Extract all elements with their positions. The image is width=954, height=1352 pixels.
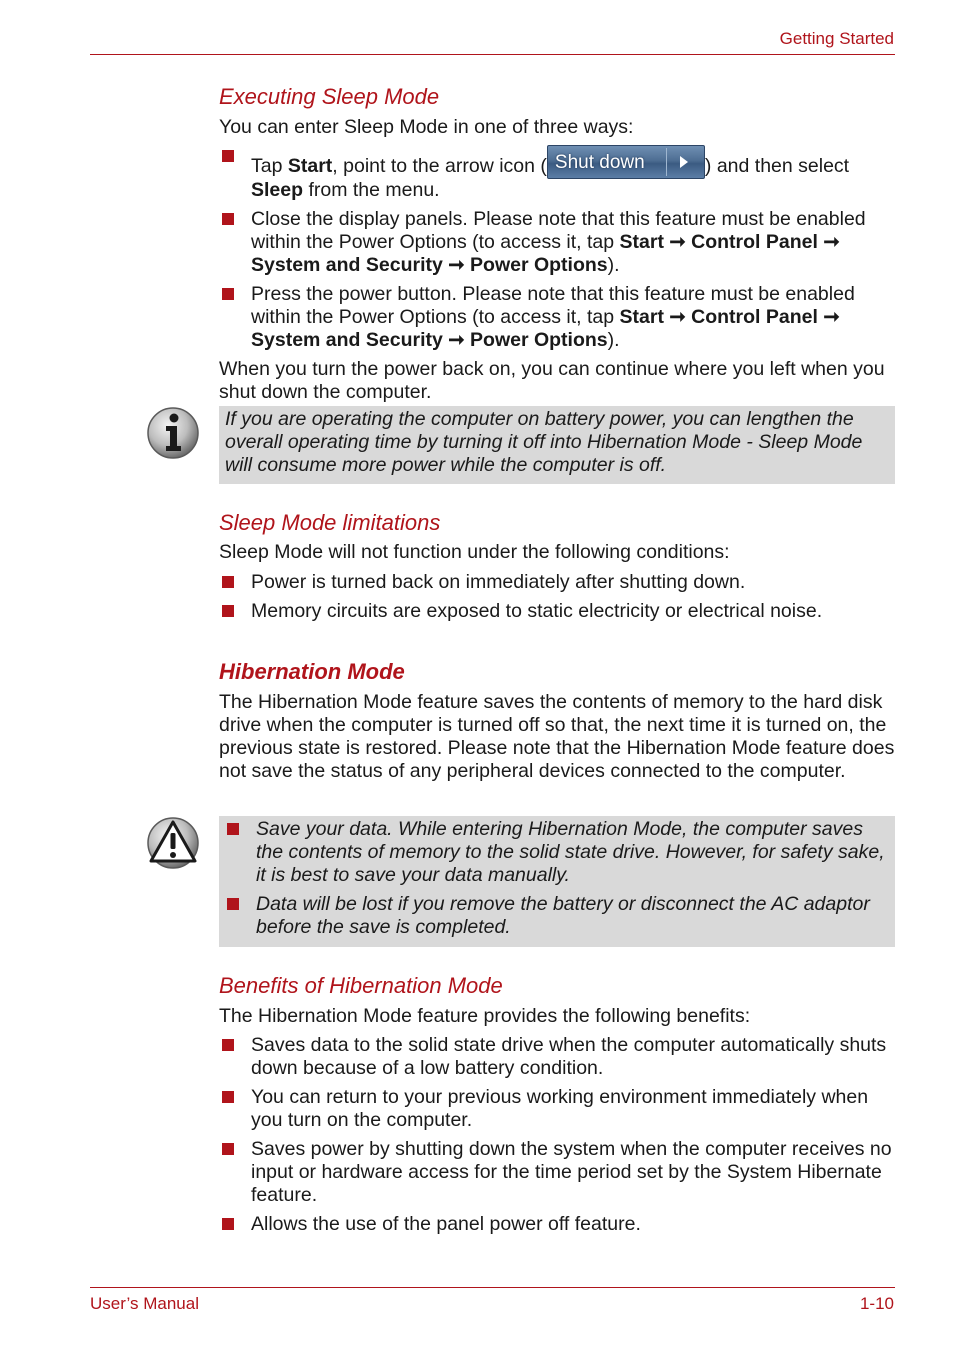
list-item: Power is turned back on immediately after shutting down. bbox=[219, 571, 895, 594]
list-item: You can return to your previous working environment immediately when you turn on the computer. bbox=[219, 1086, 895, 1132]
list-item: Tap Start, point to the arrow icon ( Shut down ) and then select Sleep from the menu. bbox=[219, 145, 895, 202]
sleep-section bbox=[219, 84, 895, 404]
warning-box bbox=[219, 816, 895, 947]
benefits-section bbox=[219, 973, 895, 1242]
warning-icon bbox=[146, 816, 200, 870]
square-bullet-icon bbox=[227, 898, 239, 910]
bullet-list bbox=[219, 1034, 895, 1236]
bullet-list bbox=[219, 145, 895, 352]
hibernation-section bbox=[219, 659, 895, 783]
footer-rule bbox=[90, 1287, 895, 1288]
header-rule bbox=[90, 54, 895, 55]
paragraph: When you turn the power back on, you can continue where you left when you shut down the computer. bbox=[219, 358, 885, 403]
limitations-section bbox=[219, 510, 895, 629]
list-item: Memory circuits are exposed to static electricity or electrical noise. bbox=[219, 600, 895, 623]
warning-list bbox=[224, 818, 889, 939]
list-item: Saves data to the solid state drive when the computer automatically shuts down because of a low battery condition. bbox=[219, 1034, 895, 1080]
square-bullet-icon bbox=[222, 576, 234, 588]
square-bullet-icon bbox=[222, 150, 234, 162]
section-heading: Benefits of Hibernation Mode bbox=[219, 973, 503, 998]
section-heading: Hibernation Mode bbox=[219, 659, 405, 684]
square-bullet-icon bbox=[222, 1218, 234, 1230]
note-text: If you are operating the computer on battery power, you can lengthen the overall operating time by turning it off into Hibernation Mode - Sleep Mode will consume more power while the computer is off. bbox=[225, 408, 863, 476]
list-item: Save your data. While entering Hibernation Mode, the computer saves the contents of memory to the solid state drive. However, for safety sake, it is best to save your data manually. bbox=[224, 818, 889, 887]
page-number: 1-10 bbox=[859, 1294, 894, 1313]
list-item: Allows the use of the panel power off feature. bbox=[219, 1213, 895, 1236]
square-bullet-icon bbox=[222, 1039, 234, 1051]
paragraph: You can enter Sleep Mode in one of three ways: bbox=[219, 116, 634, 138]
header-section-title: Getting Started bbox=[779, 29, 894, 48]
footer-manual-title: User’s Manual bbox=[90, 1294, 199, 1313]
list-item: Saves power by shutting down the system when the computer receives no input or hardware access for the time period set by the System Hibernate feature. bbox=[219, 1138, 895, 1207]
paragraph: Sleep Mode will not function under the following conditions: bbox=[219, 541, 730, 563]
square-bullet-icon bbox=[222, 1091, 234, 1103]
arrow-right-icon bbox=[666, 148, 701, 176]
square-bullet-icon bbox=[222, 1143, 234, 1155]
square-bullet-icon bbox=[227, 823, 239, 835]
list-item: Close the display panels. Please note that this feature must be enabled within the Power Options (to access it, tap Start ➞ Control Panel ➞ System and Security ➞ Power Options). bbox=[219, 208, 895, 277]
note-box bbox=[219, 406, 895, 484]
section-heading: Sleep Mode limitations bbox=[219, 510, 441, 535]
info-icon bbox=[146, 406, 200, 460]
section-heading: Executing Sleep Mode bbox=[219, 84, 440, 109]
bullet-list bbox=[219, 571, 895, 623]
paragraph: The Hibernation Mode feature provides the following benefits: bbox=[219, 1005, 751, 1027]
paragraph: The Hibernation Mode feature saves the contents of memory to the hard disk drive when the computer is turned off so that, the next time it is turned on, the previous state is restored. Please note that the Hibernation Mode feature does not save the status of any peripheral devices connected to the computer. bbox=[219, 691, 895, 782]
square-bullet-icon bbox=[222, 288, 234, 300]
square-bullet-icon bbox=[222, 213, 234, 225]
shut-down-button: Shut down bbox=[547, 145, 705, 179]
square-bullet-icon bbox=[222, 605, 234, 617]
list-item: Data will be lost if you remove the battery or disconnect the AC adaptor before the save is completed. bbox=[224, 893, 889, 939]
list-item: Press the power button. Please note that this feature must be enabled within the Power Options (to access it, tap Start ➞ Control Panel ➞ System and Security ➞ Power Options). bbox=[219, 283, 895, 352]
